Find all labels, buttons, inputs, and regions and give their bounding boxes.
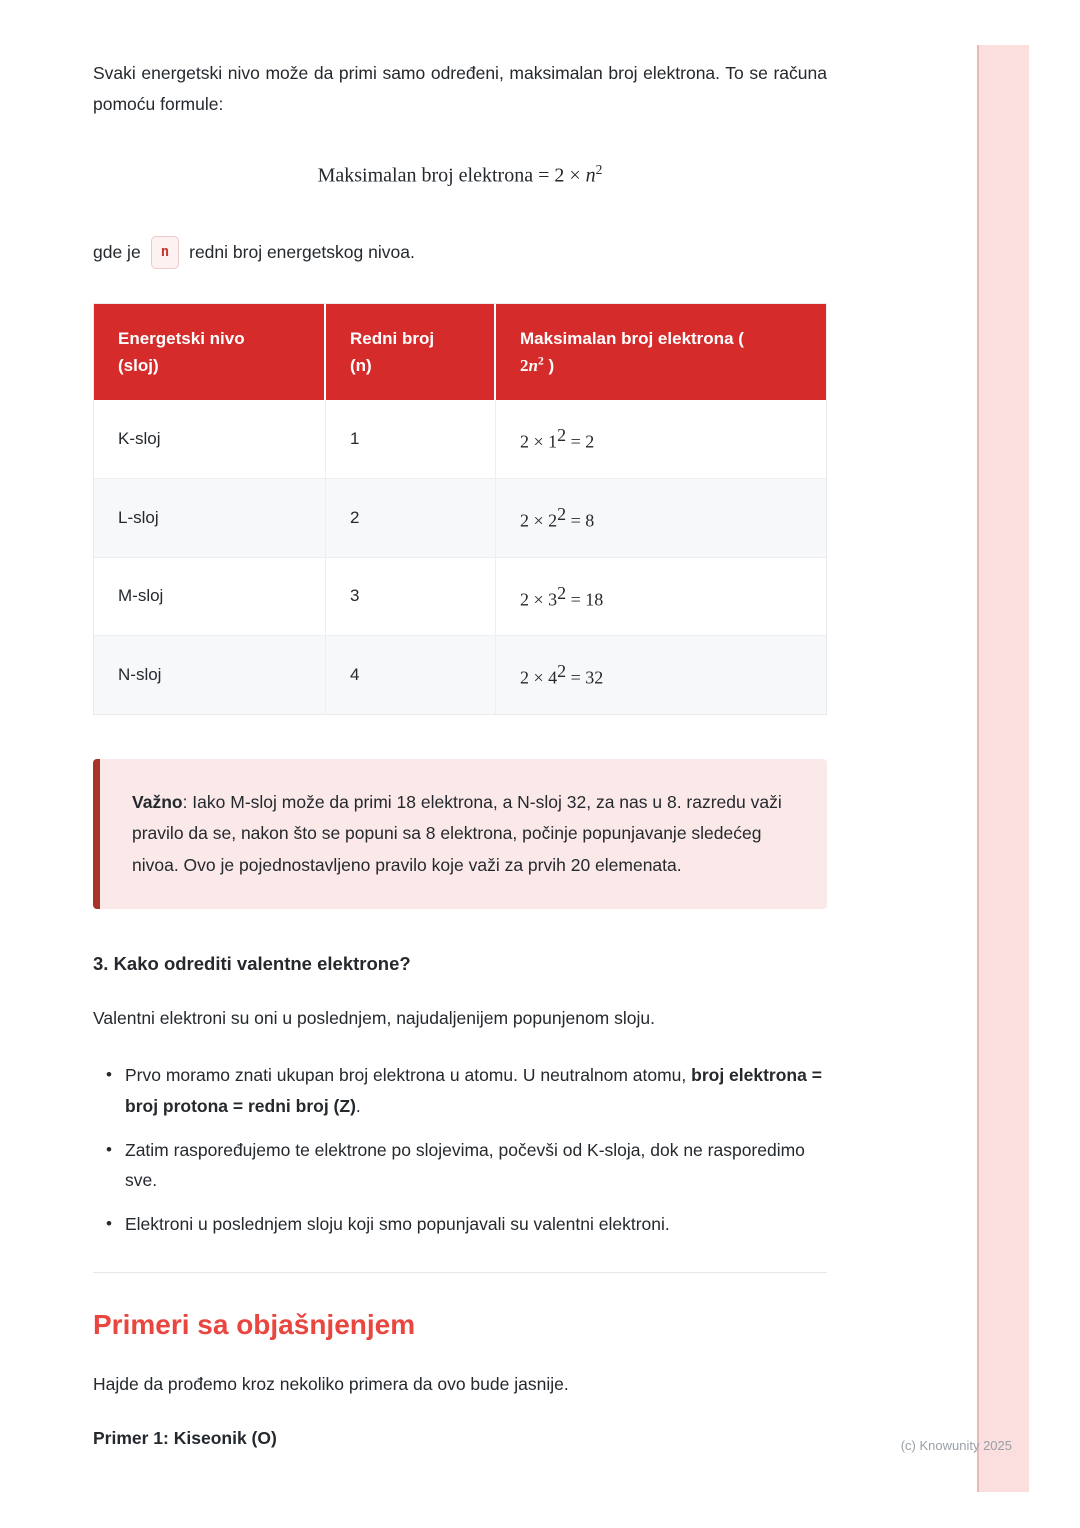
table-header-row (94, 304, 826, 400)
formula-explanation-line (93, 236, 827, 269)
li-pre: Zatim raspoređujemo te elektrone po slojevima, počevši od K-sloja, dok ne rasporedimo sve. (125, 1139, 805, 1191)
code-variable-n: n (151, 236, 179, 269)
list-item-text (125, 1060, 827, 1121)
math-lhs: 2 × 2 (520, 510, 558, 531)
electron-capacity-table (93, 303, 827, 715)
formula-base: Maksimalan broj elektrona = 2 × (317, 164, 586, 187)
math-lhs: 2 × 1 (520, 431, 558, 452)
examples-heading: Primeri sa objašnjenjem (93, 1308, 416, 1340)
table-row (94, 479, 826, 558)
math-rhs: = 8 (566, 510, 595, 531)
header-line: Energetski nivo (118, 328, 245, 348)
important-callout (93, 759, 827, 910)
cell-n: 2 (326, 479, 496, 558)
li-bold: broj elektrona = broj protona = redni broj (Z) (125, 1065, 822, 1117)
li-pre: Prvo moramo znati ukupan broj elektrona u atomu. U neutralnom atomu, (125, 1065, 692, 1086)
callout-text (132, 787, 793, 882)
header-line: Redni broj (350, 328, 435, 348)
table-row (94, 400, 826, 479)
document-content (93, 58, 827, 1449)
section-3-heading: 3. Kako odrediti valentne elektrone? (93, 953, 411, 975)
where-suffix: redni broj energetskog nivoa. (189, 241, 415, 262)
example-1-title: Primer 1: Kiseonik (O) (93, 1427, 277, 1448)
cell-sloj: N-sloj (94, 636, 326, 714)
list-item (93, 1135, 827, 1196)
column-header-maksimalan-broj (496, 304, 826, 400)
math-exp: 2 (557, 661, 567, 682)
callout-body: : Iako M-sloj može da primi 18 elektrona, a N-sloj 32, za nas u 8. razredu važi pravilo da se, nakon što se popuni sa 8 elektrona, počinje popunjavanje sledećeg nivoa. Ovo je pojednostavljeno pravilo koje važi za prvih 20 elemenata. (132, 791, 782, 875)
where-prefix: gde je (93, 241, 141, 262)
header-line: Maksimalan broj elektrona ( (520, 328, 744, 348)
header-line: (n) (350, 356, 372, 376)
column-header-energetski-nivo (94, 304, 326, 400)
cell-formula (496, 558, 826, 637)
cell-sloj: L-sloj (94, 479, 326, 558)
cell-sloj: M-sloj (94, 558, 326, 637)
list-item (93, 1060, 827, 1121)
bullet-icon: • (106, 1213, 112, 1233)
cell-n: 1 (326, 400, 496, 479)
list-item-text (125, 1135, 827, 1196)
max-electrons-formula (93, 162, 827, 188)
page-edge-highlight-strip (977, 45, 1029, 1492)
list-item (93, 1209, 827, 1240)
bullet-icon: • (106, 1065, 112, 1085)
column-header-redni-broj (326, 304, 496, 400)
cell-formula (496, 400, 826, 479)
copyright-credit: (c) Knowunity 2025 (900, 1438, 1012, 1453)
cell-n: 3 (326, 558, 496, 637)
table-row (94, 636, 826, 714)
math-exp: 2 (557, 503, 567, 524)
li-post: . (355, 1096, 361, 1117)
math-lhs: 2 × 4 (520, 667, 558, 688)
math-rhs: = 18 (566, 589, 604, 610)
math-exp: 2 (537, 354, 544, 368)
header-math-line (520, 352, 802, 379)
math-rhs: = 32 (566, 667, 604, 688)
section-3-intro: Valentni elektroni su oni u poslednjem, najudaljenijem popunjenom sloju. (93, 1008, 655, 1029)
math-var: n (528, 356, 538, 376)
li-pre: Elektroni u poslednjem sloju koji smo popunjavali su valentni elektroni. (125, 1213, 670, 1234)
math-coef: 2 (520, 356, 529, 376)
math-exp: 2 (557, 582, 567, 603)
cell-sloj: K-sloj (94, 400, 326, 479)
intro-paragraph: Svaki energetski nivo može da primi samo određeni, maksimalan broj elektrona. To se računa pomoću formule: (93, 63, 827, 115)
examples-intro: Hajde da prođemo kroz nekoliko primera da ovo bude jasnije. (93, 1373, 569, 1394)
section-divider (93, 1272, 827, 1273)
header-line: (sloj) (118, 356, 159, 376)
math-suffix: ) (543, 356, 555, 376)
cell-n: 4 (326, 636, 496, 714)
bullet-icon: • (106, 1139, 112, 1159)
math-rhs: = 2 (566, 431, 595, 452)
table-row (94, 558, 826, 637)
callout-label: Važno (132, 791, 183, 812)
math-lhs: 2 × 3 (520, 589, 558, 610)
cell-formula (496, 636, 826, 714)
formula-exponent: 2 (595, 162, 603, 178)
cell-formula (496, 479, 826, 558)
formula-variable: n (585, 164, 596, 187)
bullet-list (93, 1060, 827, 1239)
list-item-text (125, 1209, 827, 1240)
math-exp: 2 (557, 425, 567, 446)
